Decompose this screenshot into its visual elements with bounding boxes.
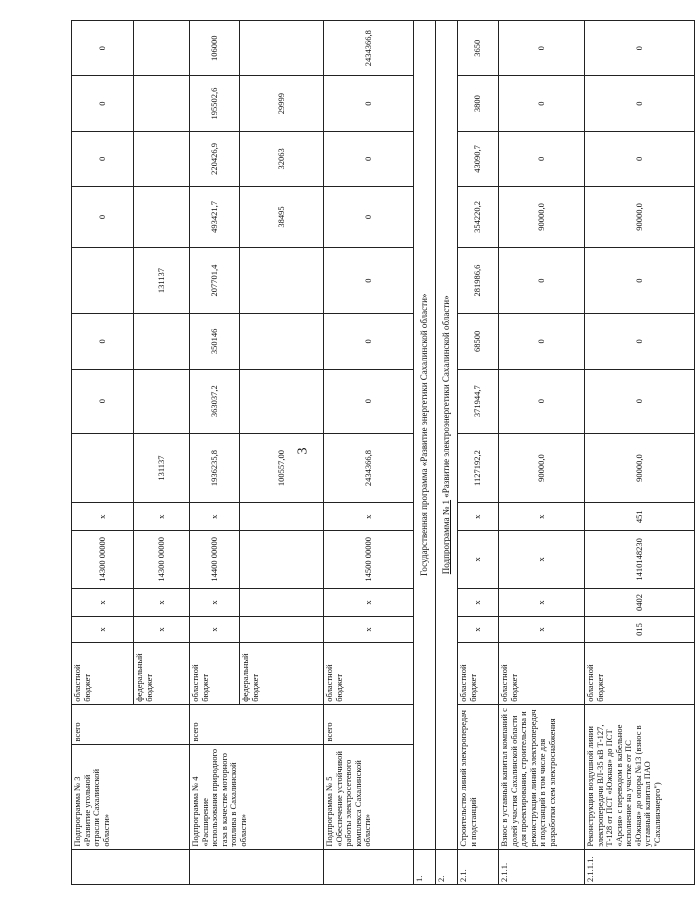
value-cell: 1127192,2 [458,433,499,503]
table-row [458,21,499,885]
value-cell: 106000 [190,21,240,76]
value-cell: 43090,7 [458,131,499,186]
vr-cell: x [134,503,190,531]
value-cell [134,76,190,131]
value-cell: 38495 [240,187,324,248]
page-number: 3 [295,447,311,455]
row-number: 2.1.1. [499,849,585,884]
row-source: федеральный бюджет [134,642,190,704]
rzpr-cell: x [72,588,134,617]
row-number [190,849,324,884]
csr-cell: x [458,531,499,589]
grbs-cell: x [190,617,240,642]
vr-cell [240,503,324,531]
value-cell: 68500 [458,314,499,369]
value-cell [240,314,324,369]
value-cell: 0 [585,21,695,76]
row-name: Взнос в уставный капитал компаний с долей участия Сахалинской области для проектирования, строительства и реконструкции линий электропередач и подстанций в том числе для разработки схем электроснабжения [499,704,585,849]
value-cell: 371944,7 [458,369,499,433]
grbs-cell: x [134,617,190,642]
subprogram-title: «Развитие электроэнергетики Сахалинской области» [441,295,452,500]
grbs-cell: x [72,617,134,642]
value-cell: 0 [585,314,695,369]
csr-cell: 14300 00000 [72,531,134,589]
value-cell: 363037,2 [190,369,240,433]
value-cell: 0 [324,369,414,433]
vr-cell: x [499,503,585,531]
value-cell: 0 [324,314,414,369]
value-cell [134,131,190,186]
value-cell [134,21,190,76]
value-cell [134,369,190,433]
value-cell: 0 [585,369,695,433]
row-name: Подпрограмма № 3 «Развитие угольной отрасли Сахалинской области» [72,744,190,849]
value-cell: 0 [72,369,134,433]
grbs-cell [240,617,324,642]
value-cell: 0 [585,131,695,186]
value-cell: 0 [499,247,585,313]
row-source: областной бюджет [72,642,134,704]
rzpr-cell: x [499,588,585,617]
table-row [499,21,585,885]
value-cell: 32063 [240,131,324,186]
value-cell: 0 [324,76,414,131]
csr-cell: 14400 00000 [190,531,240,589]
row-number: 2. [436,849,458,884]
value-cell: 100557,00 [240,433,324,503]
section-title: Государственная программа «Развитие энергетики Сахалинской области» [414,21,436,850]
value-cell [134,187,190,248]
value-cell: 131137 [134,247,190,313]
grbs-cell: x [499,617,585,642]
vr-cell: x [72,503,134,531]
row-name: Строительство линий электропередач и подстанций [458,704,499,849]
value-cell: 90000,0 [499,187,585,248]
row-number: 2.1. [458,849,499,884]
value-cell: 493421,7 [190,187,240,248]
row-name: Подпрограмма № 5 «Обеспечение устойчивой работы электросетевого комплекса Сахалинской области» [324,744,414,849]
value-cell: 0 [499,21,585,76]
value-cell: 3800 [458,76,499,131]
row-name: Реконструкция воздушной линии электропередачи ВЛ-35 кВ Т-127, Т-128 от ПСТ «Южная» до ПСТ «Арсия» с переводом в кабельное исполнение на участке от ПС «Южная» до опоры №13 (взнос в уставный капитал ПАО "Сахалинэнерго") [585,704,695,849]
row-number: 1. [414,849,436,884]
table-row [190,21,240,885]
grbs-cell: x [324,617,414,642]
grbs-cell: 015 [585,617,695,642]
value-cell: 3650 [458,21,499,76]
value-cell: 207701,4 [190,247,240,313]
row-source: областной бюджет [458,642,499,704]
row-number [72,849,190,884]
value-cell: 195502,6 [190,76,240,131]
subprogram-label: Подпрограмма № 1 [441,499,452,575]
value-cell [240,369,324,433]
value-cell: 0 [72,131,134,186]
value-cell: 90000,0 [499,433,585,503]
value-cell: 0 [72,314,134,369]
value-cell: 220426,9 [190,131,240,186]
value-cell [134,314,190,369]
csr-cell: 14300 00000 [134,531,190,589]
csr-cell: 1410148230 [585,531,695,589]
value-cell: 90000,0 [585,433,695,503]
value-cell [72,247,134,313]
grbs-cell: x [458,617,499,642]
table-row [72,21,134,885]
row-kind: всего [324,704,414,744]
row-source: областной бюджет [499,642,585,704]
row-kind: всего [190,704,324,744]
rzpr-cell [240,588,324,617]
rzpr-cell: x [458,588,499,617]
csr-cell: x [499,531,585,589]
value-cell [240,247,324,313]
row-number [324,849,414,884]
value-cell: 2434366,8 [324,433,414,503]
value-cell: 0 [72,76,134,131]
value-cell: 350146 [190,314,240,369]
vr-cell: x [458,503,499,531]
row-number: 2.1.1.1. [585,849,695,884]
value-cell: 281986,6 [458,247,499,313]
value-cell [72,433,134,503]
rzpr-cell: x [134,588,190,617]
rzpr-cell: 0402 [585,588,695,617]
value-cell: 0 [72,21,134,76]
value-cell: 0 [499,314,585,369]
value-cell [240,21,324,76]
vr-cell: x [324,503,414,531]
value-cell: 2434366,8 [324,21,414,76]
row-source: областной бюджет [190,642,240,704]
rzpr-cell: x [324,588,414,617]
value-cell: 0 [324,187,414,248]
value-cell: 0 [324,247,414,313]
csr-cell [240,531,324,589]
rotated-table-container [71,20,662,885]
row-source: федеральный бюджет [240,642,324,704]
value-cell: 131137 [134,433,190,503]
value-cell: 0 [585,247,695,313]
row-source: областной бюджет [585,642,695,704]
value-cell: 0 [499,369,585,433]
vr-cell: x [190,503,240,531]
value-cell: 0 [72,187,134,248]
rzpr-cell: x [190,588,240,617]
section-row [436,21,458,885]
value-cell: 354220,2 [458,187,499,248]
table-row [585,21,695,885]
section-row [414,21,436,885]
csr-cell: 14500 00000 [324,531,414,589]
budget-table [71,20,695,885]
value-cell: 0 [499,131,585,186]
value-cell: 0 [499,76,585,131]
table-row [324,21,414,885]
value-cell: 29999 [240,76,324,131]
row-kind: всего [72,704,190,744]
row-name: Подпрограмма № 4 «Расширение использования природного газа в качестве моторного топлива в Сахалинской области» [190,744,324,849]
vr-cell: 451 [585,503,695,531]
row-source: областной бюджет [324,642,414,704]
value-cell: 1936235,8 [190,433,240,503]
section-title [436,21,458,850]
value-cell: 0 [324,131,414,186]
value-cell: 90000,0 [585,187,695,248]
value-cell: 0 [585,76,695,131]
